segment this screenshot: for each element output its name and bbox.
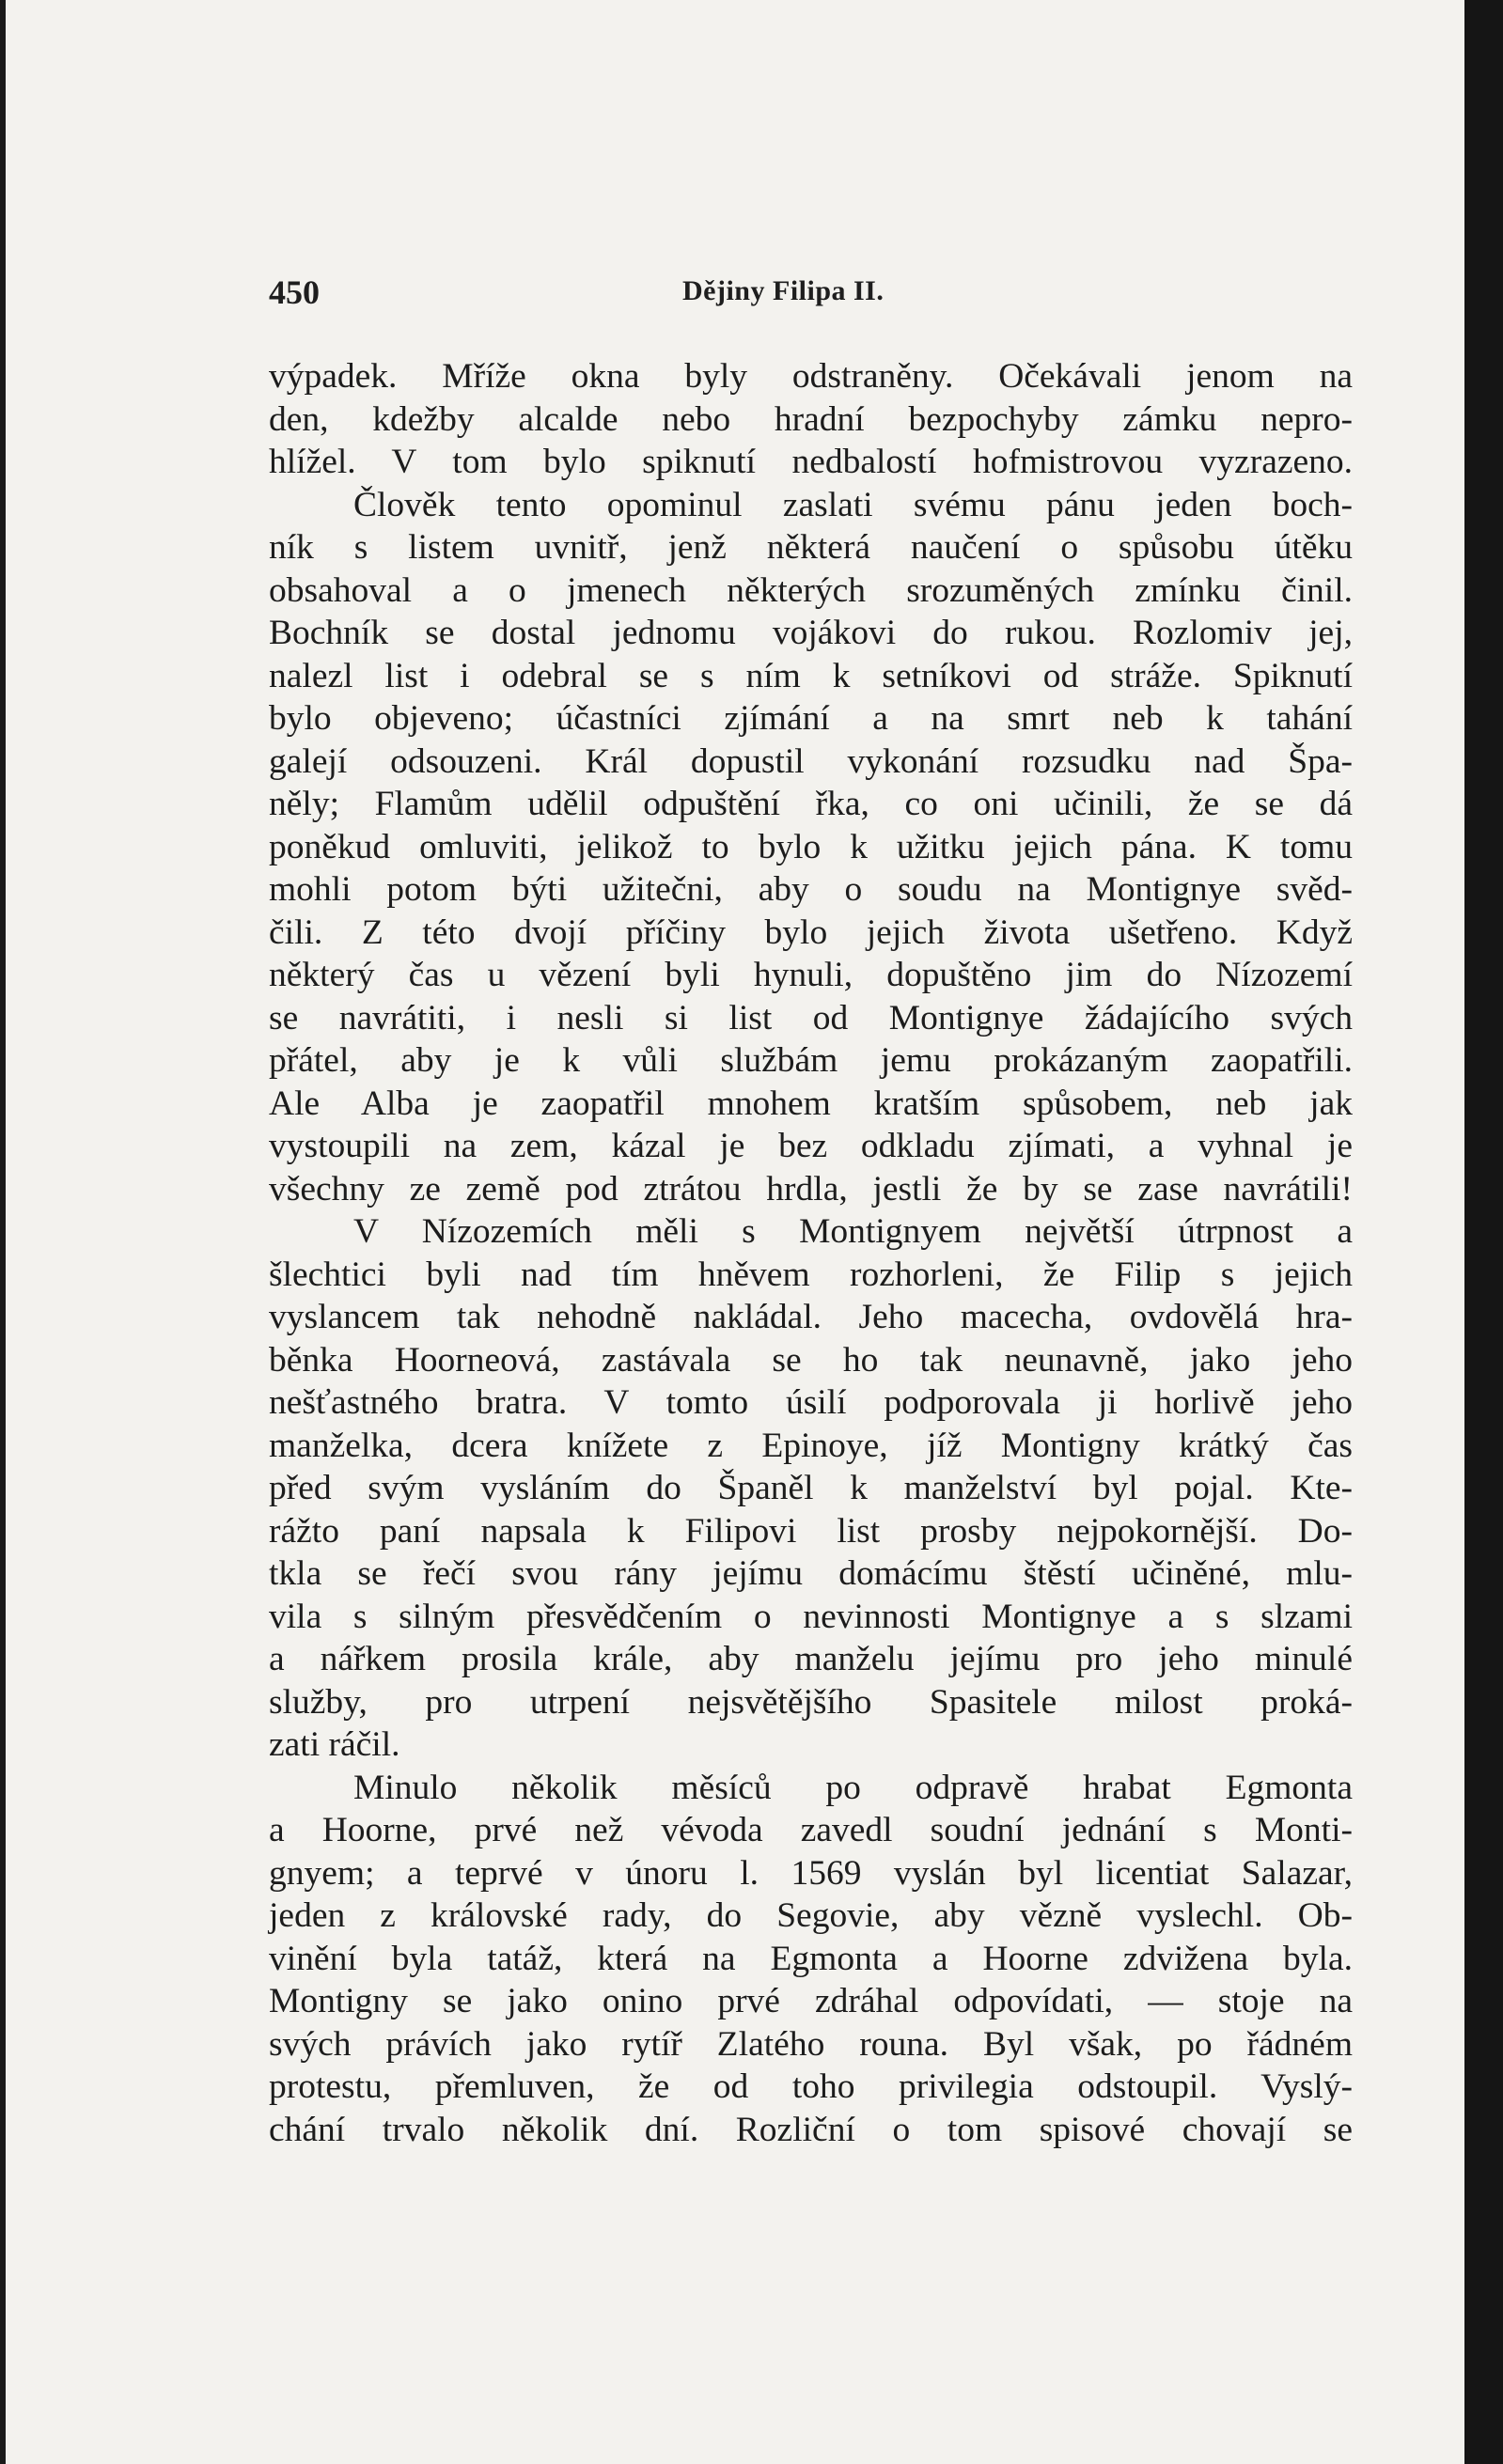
text-line: něly; Flamům udělil odpuštění řka, co oni učinili, že se dá [269,785,1353,823]
text-line: ník s listem uvnitř, jenž některá naučení o spůsobu útěku [269,528,1353,567]
text-line: tkla se řečí svou rány jejímu domácímu štěstí učiněné, mlu- [269,1554,1353,1593]
text-line: poněkud omluviti, jelikož to bylo k užitku jejich pána. K tomu [269,827,1353,866]
page-number: 450 [269,273,320,311]
text-line: vyslancem tak nehodně nakládal. Jeho macecha, ovdovělá hra- [269,1298,1353,1336]
text-line: manželka, dcera knížete z Epinoye, jíž Montigny krátký čas [269,1426,1353,1465]
text-line: nalezl list i odebral se s ním k setníkovi od stráže. Spiknutí [269,656,1353,695]
text-line: šlechtici byli nad tím hněvem rozhorleni, že Filip s jejich [269,1255,1353,1294]
text-line: vystoupili na zem, kázal je bez odkladu zjímati, a vyhnal je [269,1127,1353,1165]
text-line: obsahoval a o jmenech některých srozuměných zmínku činil. [269,570,1353,610]
page-header [269,273,1369,314]
text-line: bylo objeveno; účastníci zjímání a na smrt neb k tahání [269,699,1353,738]
text-line: Bochník se dostal jednomu vojákovi do rukou. Rozlomiv jej, [269,614,1353,652]
text-line: čili. Z této dvojí příčiny bylo jejich života ušetřeno. Když [269,912,1353,952]
text-line: všechny ze země pod ztrátou hrdla, jestli že by se zase navrátili! [269,1169,1353,1209]
body-text [269,355,1353,2151]
text-line: vila s silným přesvědčením o nevinnosti Montignye a s slzami [269,1597,1353,1636]
text-line: V Nízozemích měli s Montignyem největší útrpnost a [353,1212,1353,1251]
text-line: se navrátiti, i nesli si list od Montignye žádajícího svých [269,998,1353,1037]
text-line: jeden z královské rady, do Segovie, aby vězně vyslechl. Ob- [269,1896,1353,1935]
text-line: chání trvalo několik dní. Rozliční o tom spisové chovají se [269,2110,1353,2149]
text-line: Člověk tento opominul zaslati svému pánu jeden boch- [353,485,1353,524]
book-page [6,0,1464,2464]
text-line: rážto paní napsala k Filipovi list prosby nejpokornější. Do- [269,1511,1353,1551]
scan-dark-edge [1464,0,1503,2464]
text-line: Montigny se jako onino prvé zdráhal odpovídati, — stoje na [269,1982,1353,2020]
text-line: hlížel. V tom bylo spiknutí nedbalostí hofmistrovou vyzrazeno. [269,443,1353,481]
text-line: před svým vysláním do Španěl k manželství byl pojal. Kte- [269,1469,1353,1507]
text-line: výpadek. Mříže okna byly odstraněny. Očekávali jenom na [269,357,1353,396]
text-line: gnyem; a teprvé v únoru l. 1569 vyslán byl licentiat Salazar, [269,1853,1353,1893]
text-line: a nářkem prosila krále, aby manželu jejímu pro jeho minulé [269,1640,1353,1678]
text-line: svých právích jako rytíř Zlatého rouna. Byl však, po řádném [269,2024,1353,2064]
text-line: Ale Alba je zaopatřil mnohem kratším spůsobem, neb jak [269,1084,1353,1123]
text-line: galejí odsouzeni. Král dopustil vykonání rozsudku nad Špa- [269,741,1353,781]
text-line: zati ráčil. [269,1725,400,1764]
text-line: Minulo několik měsíců po odpravě hrabat Egmonta [353,1768,1353,1807]
running-title: Dějiny Filipa II. [682,275,885,306]
text-line: běnka Hoorneová, zastávala se ho tak neunavně, jako jeho [269,1340,1353,1380]
text-line: služby, pro utrpení nejsvětějšího Spasitele milost proká- [269,1682,1353,1722]
text-line: některý čas u vězení byli hynuli, dopuštěno jim do Nízozemí [269,956,1353,994]
text-line: protestu, přemluven, že od toho privilegia odstoupil. Vyslý- [269,2067,1353,2106]
text-line: nešťastného bratra. V tomto úsilí podporovala ji horlivě jeho [269,1383,1353,1422]
text-line: přátel, aby je k vůli službám jemu prokázaným zaopatřili. [269,1041,1353,1080]
text-line: den, kdežby alcalde nebo hradní bezpochyby zámku nepro- [269,399,1353,439]
text-line: vinění byla tatáž, která na Egmonta a Hoorne zdvižena byla. [269,1939,1353,1978]
text-line: a Hoorne, prvé než vévoda zavedl soudní jednání s Monti- [269,1811,1353,1849]
text-line: mohli potom býti užitečni, aby o soudu na Montignye svěd- [269,870,1353,909]
